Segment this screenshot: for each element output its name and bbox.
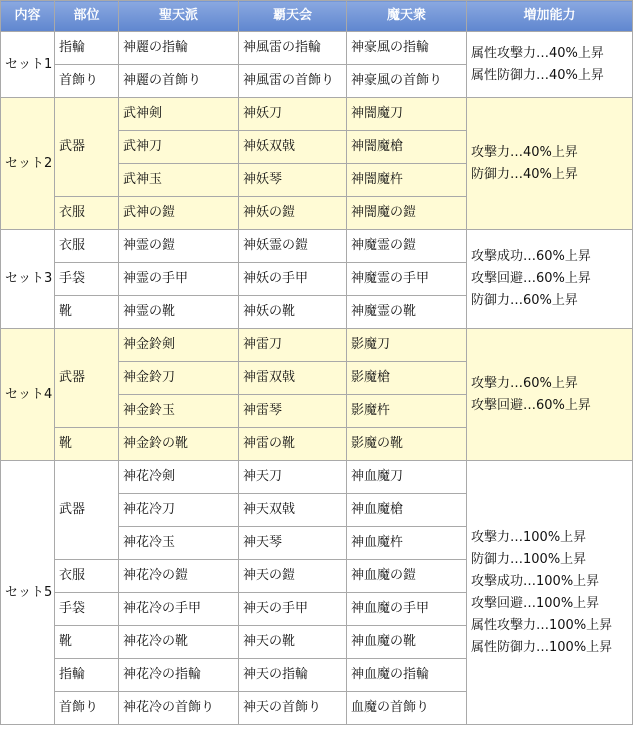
table-row (1, 32, 633, 65)
item-cell: 神金鈴剣 (119, 329, 239, 362)
item-cell: 神霊の鎧 (119, 230, 239, 263)
bonus-cell (467, 98, 633, 230)
item-cell: 神花冷の靴 (119, 626, 239, 659)
header-bonus: 増加能力 (467, 1, 633, 32)
item-cell: 神闇魔杵 (347, 164, 467, 197)
item-cell: 神霊の靴 (119, 296, 239, 329)
item-cell: 神闇魔の鎧 (347, 197, 467, 230)
item-cell: 神花冷剣 (119, 461, 239, 494)
item-cell: 神雷の靴 (239, 428, 347, 461)
item-cell: 神妖の鎧 (239, 197, 347, 230)
item-cell: 神風雷の指輪 (239, 32, 347, 65)
item-cell: 武神剣 (119, 98, 239, 131)
bonus-line: 防御力…40%上昇 (471, 166, 578, 182)
item-cell: 神妖琴 (239, 164, 347, 197)
table-header (1, 1, 633, 32)
item-cell: 神風雷の首飾り (239, 65, 347, 98)
item-cell: 神血魔杵 (347, 527, 467, 560)
bonus-line: 攻撃力…40%上昇 (471, 144, 578, 160)
item-cell: 武神玉 (119, 164, 239, 197)
part-cell: 武器 (55, 98, 119, 197)
bonus-line: 攻撃成功…100%上昇 (471, 573, 600, 589)
set-name: セット4 (1, 329, 55, 461)
bonus-line: 属性防御力…40%上昇 (471, 67, 604, 83)
header-faction-matenshu: 魔天衆 (347, 1, 467, 32)
bonus-cell (467, 32, 633, 98)
item-cell: 神天の指輪 (239, 659, 347, 692)
bonus-line: 属性攻撃力…100%上昇 (471, 617, 613, 633)
item-cell: 神豪風の首飾り (347, 65, 467, 98)
item-cell: 神金鈴刀 (119, 362, 239, 395)
part-cell: 靴 (55, 428, 119, 461)
bonus-line: 攻撃成功…60%上昇 (471, 249, 591, 264)
item-cell: 神花冷の手甲 (119, 593, 239, 626)
item-cell: 神雷琴 (239, 395, 347, 428)
item-cell: 神天の手甲 (239, 593, 347, 626)
table-row (1, 329, 633, 362)
part-cell: 首飾り (55, 692, 119, 725)
item-cell: 神天の鎧 (239, 560, 347, 593)
header-content: 内容 (1, 1, 55, 32)
set-name: セット5 (1, 461, 55, 725)
item-cell: 神血魔の靴 (347, 626, 467, 659)
item-cell: 神雷刀 (239, 329, 347, 362)
item-cell: 神天の首飾り (239, 692, 347, 725)
item-cell: 神闇魔槍 (347, 131, 467, 164)
item-cell: 神霊の手甲 (119, 263, 239, 296)
item-cell: 神妖の手甲 (239, 263, 347, 296)
part-cell: 指輪 (55, 32, 119, 65)
item-cell: 神妖の靴 (239, 296, 347, 329)
item-cell: 影魔杵 (347, 395, 467, 428)
item-cell: 神花冷玉 (119, 527, 239, 560)
item-cell: 神天刀 (239, 461, 347, 494)
item-cell: 神雷双戟 (239, 362, 347, 395)
item-cell: 神天双戟 (239, 494, 347, 527)
part-cell: 手袋 (55, 593, 119, 626)
item-cell: 神魔霊の手甲 (347, 263, 467, 296)
item-cell: 神豪風の指輪 (347, 32, 467, 65)
item-cell: 神血魔槍 (347, 494, 467, 527)
bonus-line: 攻撃回避…100%上昇 (471, 595, 600, 611)
item-cell: 武神刀 (119, 131, 239, 164)
item-cell: 神金鈴玉 (119, 395, 239, 428)
part-cell: 武器 (55, 329, 119, 428)
bonus-cell (467, 230, 633, 329)
bonus-line: 防御力…60%上昇 (471, 293, 578, 308)
item-cell: 神花冷刀 (119, 494, 239, 527)
bonus-cell (467, 461, 633, 725)
item-cell: 武神の鎧 (119, 197, 239, 230)
header-faction-hatenkai: 覇天会 (239, 1, 347, 32)
bonus-line: 属性攻撃力…40%上昇 (471, 45, 604, 61)
bonus-cell (467, 329, 633, 461)
item-cell: 神妖刀 (239, 98, 347, 131)
header-faction-seitenha: 聖天派 (119, 1, 239, 32)
set-name: セット1 (1, 32, 55, 98)
header-row (1, 1, 633, 32)
item-cell: 神妖双戟 (239, 131, 347, 164)
item-cell: 神闇魔刀 (347, 98, 467, 131)
set-name: セット2 (1, 98, 55, 230)
bonus-line: 属性防御力…100%上昇 (471, 639, 613, 655)
bonus-line: 攻撃回避…60%上昇 (471, 271, 591, 286)
bonus-line: 攻撃回避…60%上昇 (471, 397, 591, 413)
bonus-line: 防御力…100%上昇 (471, 551, 587, 567)
header-part: 部位 (55, 1, 119, 32)
part-cell: 武器 (55, 461, 119, 560)
part-cell: 指輪 (55, 659, 119, 692)
part-cell: 衣服 (55, 560, 119, 593)
table-row (1, 230, 633, 263)
item-cell: 神花冷の首飾り (119, 692, 239, 725)
item-cell: 神麗の指輪 (119, 32, 239, 65)
item-cell: 神花冷の指輪 (119, 659, 239, 692)
part-cell: 衣服 (55, 230, 119, 263)
item-cell: 神天琴 (239, 527, 347, 560)
bonus-line: 攻撃力…60%上昇 (471, 375, 578, 391)
part-cell: 首飾り (55, 65, 119, 98)
item-cell: 影魔の靴 (347, 428, 467, 461)
item-cell: 神妖霊の鎧 (239, 230, 347, 263)
table-row (1, 461, 633, 494)
table-row (1, 98, 633, 131)
item-cell: 神血魔刀 (347, 461, 467, 494)
item-cell: 神魔霊の鎧 (347, 230, 467, 263)
item-cell: 神血魔の鎧 (347, 560, 467, 593)
item-cell: 神魔霊の靴 (347, 296, 467, 329)
item-cell: 血魔の首飾り (347, 692, 467, 725)
part-cell: 靴 (55, 626, 119, 659)
item-cell: 神天の靴 (239, 626, 347, 659)
set-name: セット3 (1, 230, 55, 329)
item-cell: 神血魔の指輪 (347, 659, 467, 692)
item-cell: 影魔刀 (347, 329, 467, 362)
item-cell: 神麗の首飾り (119, 65, 239, 98)
part-cell: 靴 (55, 296, 119, 329)
item-cell: 影魔槍 (347, 362, 467, 395)
table-body (1, 32, 633, 725)
bonus-line: 攻撃力…100%上昇 (471, 529, 587, 545)
item-cell: 神花冷の鎧 (119, 560, 239, 593)
part-cell: 衣服 (55, 197, 119, 230)
item-cell: 神金鈴の靴 (119, 428, 239, 461)
item-cell: 神血魔の手甲 (347, 593, 467, 626)
part-cell: 手袋 (55, 263, 119, 296)
